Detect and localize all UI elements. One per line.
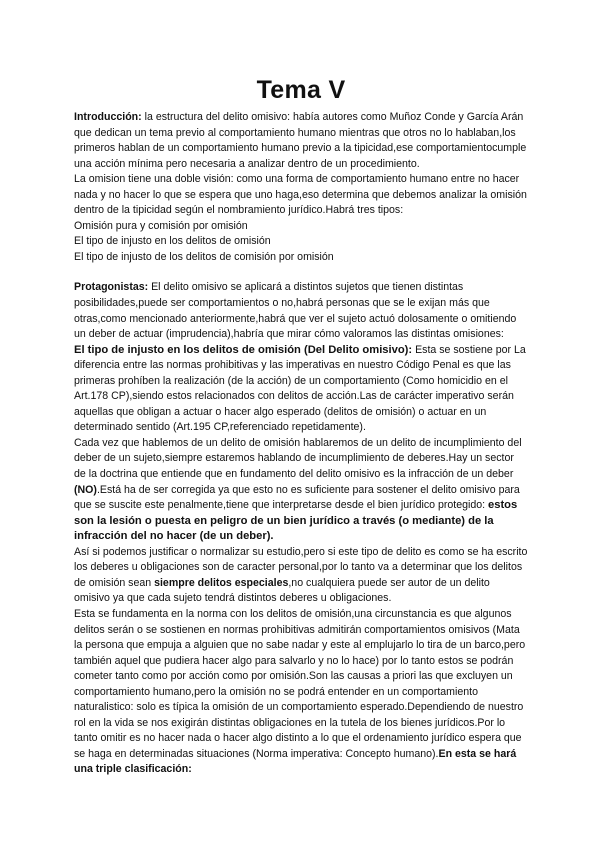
intro-label: Introducción: bbox=[74, 111, 142, 123]
deber-text-1: Cada vez que hablemos de un delito de omisión hablaremos de un delito de incumplimiento del deber de un sujeto,siempre estaremos hablando de incumplimiento de deberes.Hay un sector de la doctrina que entiende que en fundamento del delito omisivo es la infracción de un deber bbox=[74, 436, 522, 481]
tipo-injusto-paragraph bbox=[74, 343, 528, 436]
protagonistas-paragraph bbox=[74, 280, 528, 342]
intro-paragraph bbox=[74, 110, 528, 172]
justificar-text-2: ,no cualquiera puede ser autor de un delito omisivo ya que cada sujeto tendrá distintos deberes u obligaciones. bbox=[74, 576, 490, 605]
deber-no-marker: (NO) bbox=[74, 483, 97, 496]
deber-text-2: .Está ha de ser corregida ya que esto no es suficiente para sostener el delito omisivo para que se suscite este penalmente,tiene que interpretarse desde el bien jurídico protegido: bbox=[74, 483, 520, 512]
intro-list-item: El tipo de injusto en los delitos de omisión bbox=[74, 235, 271, 248]
intro-second-paragraph: La omision tiene una doble visión: como una forma de comportamiento humano entre no hacer nada y no hacer lo que se espera que uno haga,eso determina que debemos analizar la omisión dentro de la tipicidad según el nombramiento jurídico.Habrá tres tipos: bbox=[74, 173, 527, 217]
fundamenta-text: Esta se fundamenta en la norma con los delitos de omisión,una circunstancia es que algunos delitos serán o se sostienen en normas prohibitivas admitirán comportamientos omisivos (Mata la persona que empuja a alguien que no sabe nadar y este al emplujarlo lo tira de un barco,pero también aquel que pudiera hacer algo para salvarlo y no lo hace) por lo tanto estos se podrán cometer tanto como por acción como por omisión.Son las causas a priori las que excluyen un comportamiento humano,pero la omisión no se podrá entender en un comportamiento naturalistico: solo es típica la omisión de un comportamiento esperado.Dependiendo de nuestro rol en la vida se nos exigirán distintas obligaciones en la tutela de los bienes jurídicos.Por lo tanto omitir es no hacer nada o hacer algo distinto a lo que el ordenamiento jurídico espera que se haga en determinadas situaciones (Norma imperativa: Concepto humano). bbox=[74, 607, 526, 760]
tipo-injusto-heading: El tipo de injusto en los delitos de omisión (Del Delito omisivo): bbox=[74, 343, 413, 356]
paragraph-gap bbox=[74, 265, 528, 280]
fundamenta-paragraph bbox=[74, 607, 528, 778]
deber-paragraph bbox=[74, 436, 528, 545]
document-body bbox=[74, 110, 528, 778]
page-title: Tema V bbox=[256, 76, 346, 104]
tipo-injusto-text: Esta se sostiene por La diferencia entre las normas prohibitivas y las imperativas en nuestro Código Penal es que las primeras prohíben la realización (de la acción) de un comportamiento (Como homicidio en el Art.178 CP),siendo estos relacionados con delitos de acción.Las de carácter imperativo serán aquellas que obligan a actuar o hacer algo esperado (delitos de omisión) o actuar en un determinado sentido (Art.195 CP,referenciado repetidamente). bbox=[74, 343, 526, 434]
protagonistas-label: Protagonistas: bbox=[74, 281, 149, 294]
intro-list-item: El tipo de injusto de los delitos de comisión por omisión bbox=[74, 250, 334, 263]
justificar-paragraph bbox=[74, 545, 528, 607]
intro-text: la estructura del delito omisivo: había autores como Muñoz Conde y García Arán que dedican un tema previo al comportamiento humano mientras que otros no lo hablaban,los primeros hablan de un comportamiento humano previo a la tipicidad,ese comportamientocumple una acción mínima pero necesaria a analizar dentro de un procedimiento. bbox=[74, 111, 527, 170]
deber-bold-statement: estos son la lesión o puesta en peligro de un bien jurídico a través (o mediante) de la infracción del no hacer (de un deber). bbox=[74, 499, 518, 543]
intro-list-item: Omisión pura y comisión por omisión bbox=[74, 219, 248, 232]
fundamenta-bold: En esta se hará una triple clasificación: bbox=[74, 747, 517, 776]
justificar-bold: siempre delitos especiales bbox=[154, 576, 289, 589]
justificar-text-1: Así si podemos justificar o normalizar su estudio,pero si este tipo de delito es como se ha escrito los deberes u obligaciones son de caracter personal,por lo tanto va a determinar que los delitos de omisión sean bbox=[74, 545, 528, 589]
protagonistas-text: El delito omisivo se aplicará a distintos sujetos que tienen distintas posibilidades,puede ser comportamientos o no,habrá personas que se le exijan más que otras,como mencionado anteriormente,habrá que ver el sujeto actuó dolosamente o omitiendo un deber de actuar (imprudencia),habría que mirar cómo valoramos las distintas omisiones: bbox=[74, 281, 517, 341]
